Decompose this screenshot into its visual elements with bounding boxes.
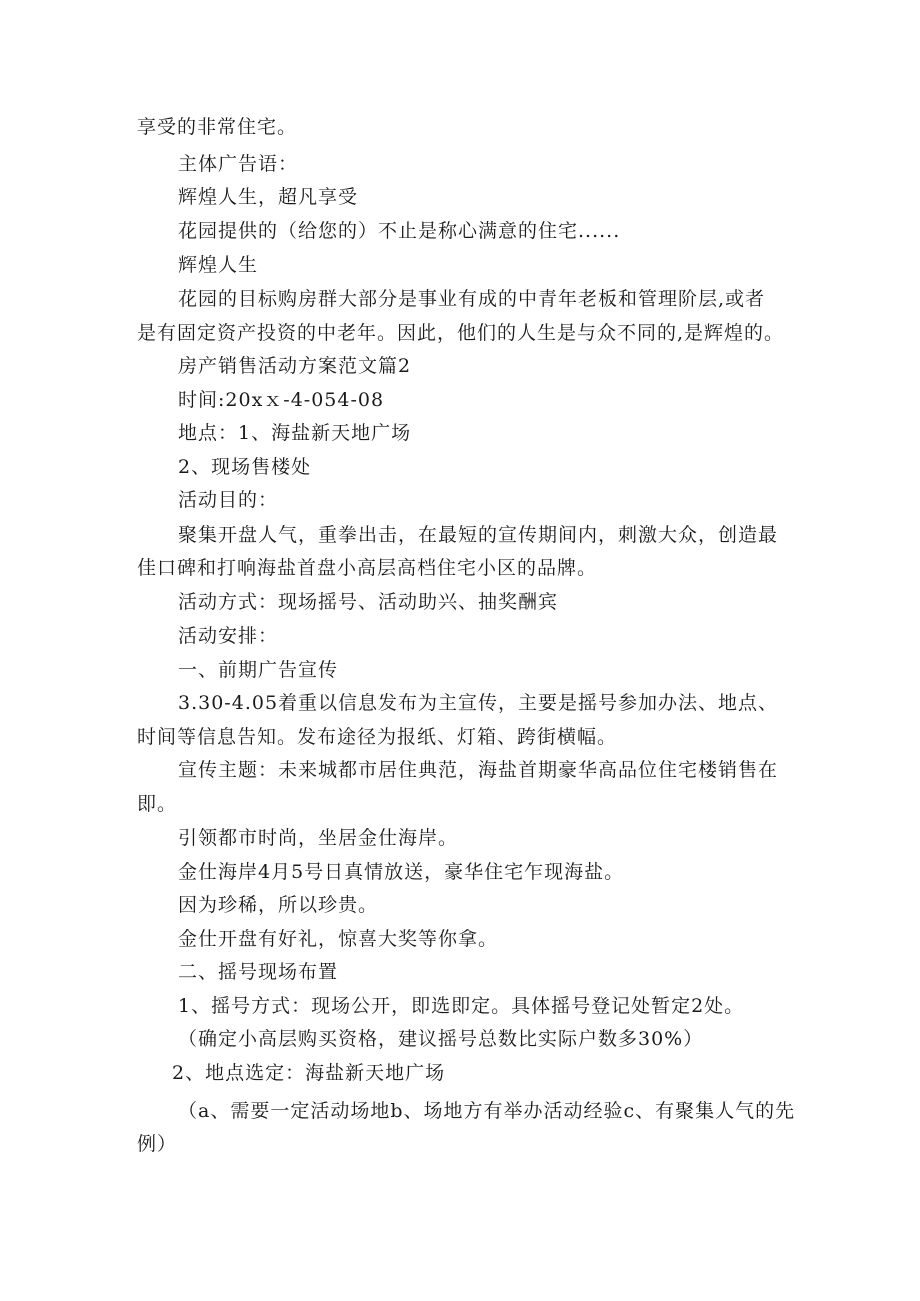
slogan-line: 金仕海岸4月5号日真情放送，豪华住宅乍现海盐。 (178, 861, 625, 883)
article-title: 房产销售活动方案范文篇2 (178, 355, 412, 377)
slogan-line: 因为珍稀，所以珍贵。 (178, 894, 379, 916)
paragraph-line: 3.30-4.05着重以信息发布为主宣传，主要是摇号参加办法、地点、 (178, 692, 779, 714)
section-heading: 活动安排： (178, 625, 279, 647)
section-heading: 二、摇号现场布置 (178, 961, 339, 983)
paragraph-line: 时间等信息告知。发布途径为报纸、灯箱、跨街横幅。 (137, 726, 618, 748)
event-location: 地点：1、海盐新天地广场 (178, 422, 412, 444)
paragraph-line: 享受的非常住宅。 (137, 116, 298, 138)
slogan-line: 花园提供的（给您的）不止是称心满意的住宅...... (178, 220, 621, 242)
paragraph-line: 活动方式：现场摇号、活动助兴、抽奖酬宾 (178, 591, 559, 613)
section-heading: 活动目的： (178, 489, 279, 511)
paragraph-line: 聚集开盘人气，重拳出击，在最短的宣传期间内，刺激大众，创造最 (178, 524, 779, 546)
section-heading: 辉煌人生 (178, 254, 259, 276)
paragraph-line: 1、摇号方式：现场公开，即选即定。具体摇号登记处暂定2处。 (178, 995, 745, 1017)
section-heading: 一、前期广告宣传 (178, 659, 339, 681)
slogan-line: 辉煌人生，超凡享受 (178, 186, 359, 208)
paragraph-line: （a、需要一定活动场地b、场地方有举办活动经验c、有聚集人气的先 (178, 1100, 796, 1122)
paragraph-line: 宣传主题：未来城都市居住典范，海盐首期豪华高品位住宅楼销售在 (178, 759, 779, 781)
paragraph-line: 是有固定资产投资的中老年。因此，他们的人生是与众不同的,是辉煌的。 (137, 322, 785, 344)
event-location-2: 2、现场售楼处 (178, 456, 312, 478)
event-time: 时间:20xｘ-4-054-08 (178, 389, 385, 411)
slogan-line: 金仕开盘有好礼，惊喜大奖等你拿。 (178, 928, 499, 950)
slogan-line: 引领都市时尚，坐居金仕海岸。 (178, 827, 459, 849)
paragraph-line: 2、地点选定：海盐新天地广场 (172, 1062, 446, 1084)
paragraph-line: 例） (137, 1133, 178, 1155)
paragraph-line: 花园的目标购房群大部分是事业有成的中青年老板和管理阶层,或者 (178, 288, 766, 310)
section-heading: 主体广告语： (178, 153, 299, 175)
paragraph-line: （确定小高层购买资格，建议摇号总数比实际户数多30%） (178, 1028, 704, 1050)
paragraph-line: 即。 (137, 793, 178, 815)
paragraph-line: 佳口碑和打响海盐首盘小高层高档住宅小区的品牌。 (137, 557, 598, 579)
